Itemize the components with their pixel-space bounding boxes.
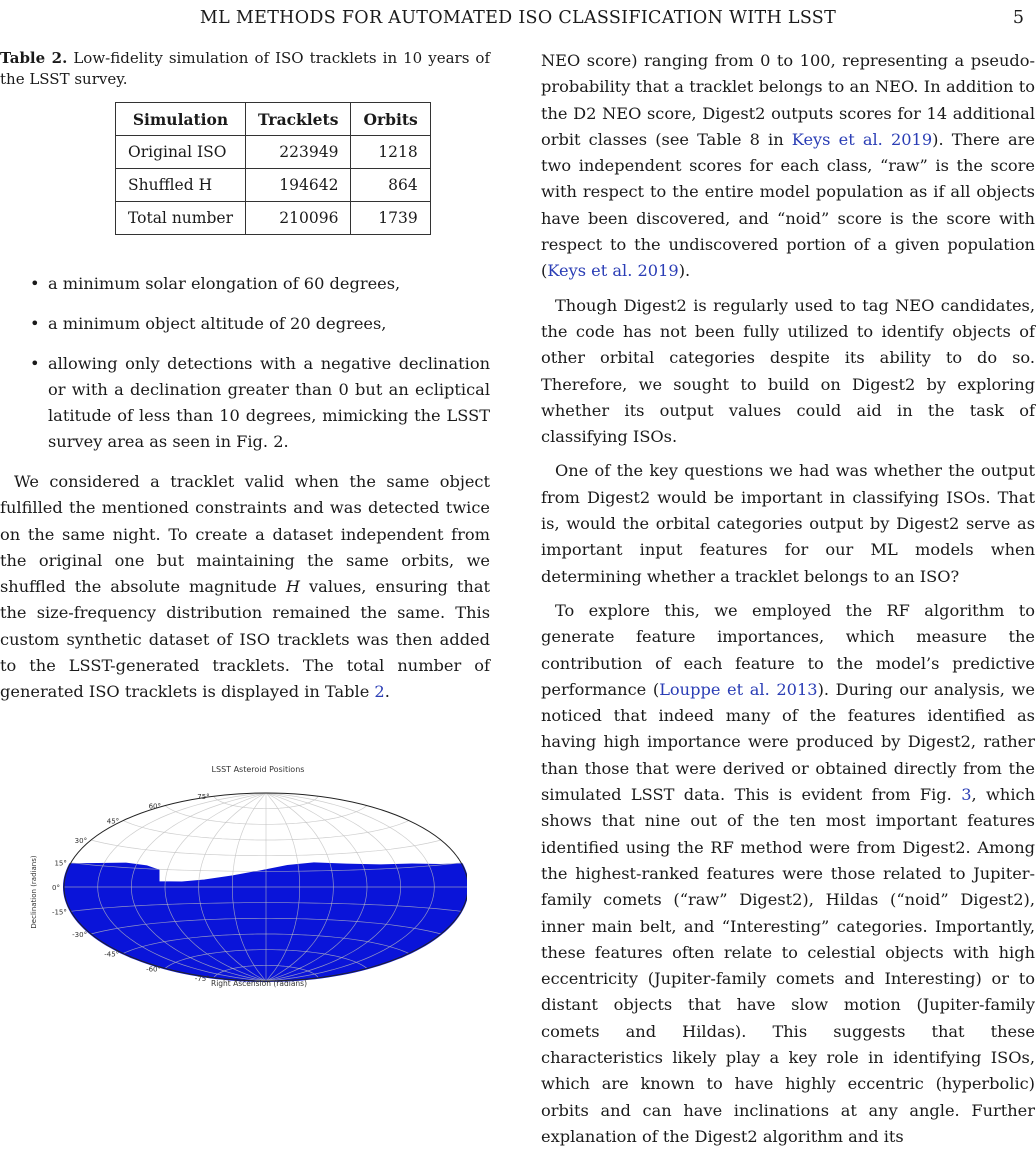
text-run: , which shows that nine out of the ten most important features identified using the RF method were from Digest2. Among the highest-ranked features were those related to Jupiter-family comets (“raw” Digest2), Hildas (“noid” Digest2), inner main belt, and “Interesting” categories. Importantly, these features often relate to celestial objects with high eccentricity (Jupiter-family comets and Interesting) or to distant objects that have slow motion (Jupiter-family comets and Hildas). This suggests that these characteristics likely play a key role in identifying ISOs, which are known to have highly eccentric (hyperbolic) orbits and can have inclinations at any angle. Further explanation of the Digest2 algorithm and its bbox=[541, 785, 1035, 1146]
text-run: We considered a tracklet valid when the same object fulfilled the mentioned constraints and was detected twice on the same night. To create a dataset independent from the original one but maintaining the same orbits, we shuffled the absolute magnitude bbox=[0, 472, 490, 597]
table-header-cell: Tracklets bbox=[246, 103, 351, 136]
table-row bbox=[116, 202, 431, 235]
citation-link[interactable]: Louppe et al. 2013 bbox=[659, 679, 818, 699]
text-run: To explore this, we employed the RF algorithm to generate feature importances, which measure the contribution of each feature to the model’s predictive performance ( bbox=[541, 600, 1035, 699]
list-item-text: a minimum object altitude of 20 degrees, bbox=[48, 314, 387, 333]
table-cell: Shuffled H bbox=[116, 169, 246, 202]
right-column bbox=[541, 48, 1035, 1150]
list-item-text: allowing only detections with a negative declination or with a declination greater than 0 but an ecliptical latitude of less than 10 degrees, mimicking the LSST survey area as seen in Fig. 2. bbox=[48, 354, 490, 451]
table-cell: Total number bbox=[116, 202, 246, 235]
lat-tick-label: 30° bbox=[74, 837, 88, 845]
body-paragraph: Though Digest2 is regularly used to tag NEO candidates, the code has not been fully utilized to identify objects of other orbital categories despite its ability to do so. Therefore, we sought to build on Digest2 by exploring whether its output values could aid in the task of classifying ISOs. bbox=[541, 295, 1035, 447]
left-column bbox=[0, 48, 490, 706]
body-paragraph: One of the key questions we had was whether the output from Digest2 would be important in classifying ISOs. That is, would the orbital categories output by Digest2 serve as important input features for our ML models when determining whether a tracklet belongs to an ISO? bbox=[541, 461, 1035, 586]
lat-tick-label: 60° bbox=[148, 802, 161, 811]
text-run: NEO score) ranging from 0 to 100, representing a pseudo-probability that a tracklet belongs to an NEO. In addition to the D2 NEO score, Digest2 outputs scores for 14 additional orbit classes (see Table 8 in bbox=[541, 51, 1035, 149]
list-item bbox=[0, 271, 490, 297]
table-caption bbox=[0, 48, 490, 90]
text-run: values, ensuring that the size-frequency distribution remained the same. This custom synthetic dataset of ISO tracklets was then added to the LSST-generated tracklets. The total number of generated ISO tracklets is displayed in Table bbox=[0, 577, 490, 702]
lat-tick-label: -30° bbox=[72, 931, 88, 939]
table-row bbox=[116, 136, 431, 169]
figure-ref-link[interactable]: 3 bbox=[961, 785, 972, 805]
variable-h: H bbox=[285, 577, 301, 597]
body-paragraph bbox=[541, 598, 1035, 1150]
table-cell: 1218 bbox=[351, 136, 430, 169]
table-caption-text: Low-fidelity simulation of ISO tracklets in 10 years of the LSST survey. bbox=[0, 49, 490, 88]
plot-title: LSST Asteroid Positions bbox=[211, 765, 305, 774]
table-cell: 210096 bbox=[246, 202, 351, 235]
lat-tick-label: -15° bbox=[51, 908, 67, 917]
table-row bbox=[116, 169, 431, 202]
page-number: 5 bbox=[1012, 8, 1024, 28]
running-head bbox=[0, 6, 1036, 32]
lat-tick-label: 45° bbox=[106, 817, 120, 826]
table-cell: 223949 bbox=[246, 136, 351, 169]
constraint-list bbox=[0, 271, 490, 455]
lat-tick-label: -75° bbox=[194, 974, 210, 983]
citation-link[interactable]: Keys et al. 2019 bbox=[791, 129, 933, 149]
table-cell: 1739 bbox=[351, 202, 430, 235]
table-cell: 194642 bbox=[246, 169, 351, 202]
x-axis-label: Right Ascension (radians) bbox=[210, 979, 308, 988]
lat-tick-label: 0° bbox=[52, 884, 60, 892]
table-header-cell: Orbits bbox=[351, 103, 430, 136]
lat-tick-label: 75° bbox=[197, 793, 210, 802]
citation-link[interactable]: Keys et al. 2019 bbox=[547, 261, 679, 281]
lsst-sky-figure bbox=[22, 757, 467, 989]
table-cell: 864 bbox=[351, 169, 430, 202]
sky-plot bbox=[22, 757, 467, 989]
bullet-icon: • bbox=[30, 354, 40, 373]
list-item bbox=[0, 311, 490, 337]
table-header-row bbox=[116, 103, 431, 136]
running-title: ML METHODS FOR AUTOMATED ISO CLASSIFICATION WITH LSST bbox=[199, 8, 837, 28]
lat-tick-label: -60° bbox=[146, 965, 161, 974]
table-ref-link[interactable]: 2 bbox=[374, 682, 385, 702]
body-paragraph bbox=[541, 48, 1035, 285]
list-item bbox=[0, 351, 490, 455]
coverage-region bbox=[64, 863, 467, 981]
simulation-table bbox=[115, 102, 431, 235]
body-paragraph bbox=[0, 469, 490, 706]
bullet-icon: • bbox=[30, 314, 40, 333]
lat-tick-label: 15° bbox=[54, 859, 67, 868]
table-caption-label: Table 2. bbox=[0, 49, 68, 67]
y-axis-label: Declination (radians) bbox=[30, 855, 38, 929]
text-run: ). During our analysis, we noticed that indeed many of the features identified as having high importance were produced by Digest2, rather than those that were derived or obtained directly from the simulated LSST data. This is evident from Fig. bbox=[541, 679, 1035, 805]
list-item-text: a minimum solar elongation of 60 degrees, bbox=[48, 274, 401, 293]
text-run: . bbox=[384, 682, 390, 702]
lat-tick-label: -45° bbox=[104, 950, 120, 959]
table-header-cell: Simulation bbox=[116, 103, 246, 136]
text-run: ). There are two independent scores for each class, “raw” is the score with respect to the entire model population as if all objects have been discovered, and “noid” score is the score with respect to the undiscovered portion of a given population ( bbox=[541, 129, 1035, 281]
table-cell: Original ISO bbox=[116, 136, 246, 169]
bullet-icon: • bbox=[30, 274, 40, 293]
text-run: ). bbox=[678, 261, 691, 281]
